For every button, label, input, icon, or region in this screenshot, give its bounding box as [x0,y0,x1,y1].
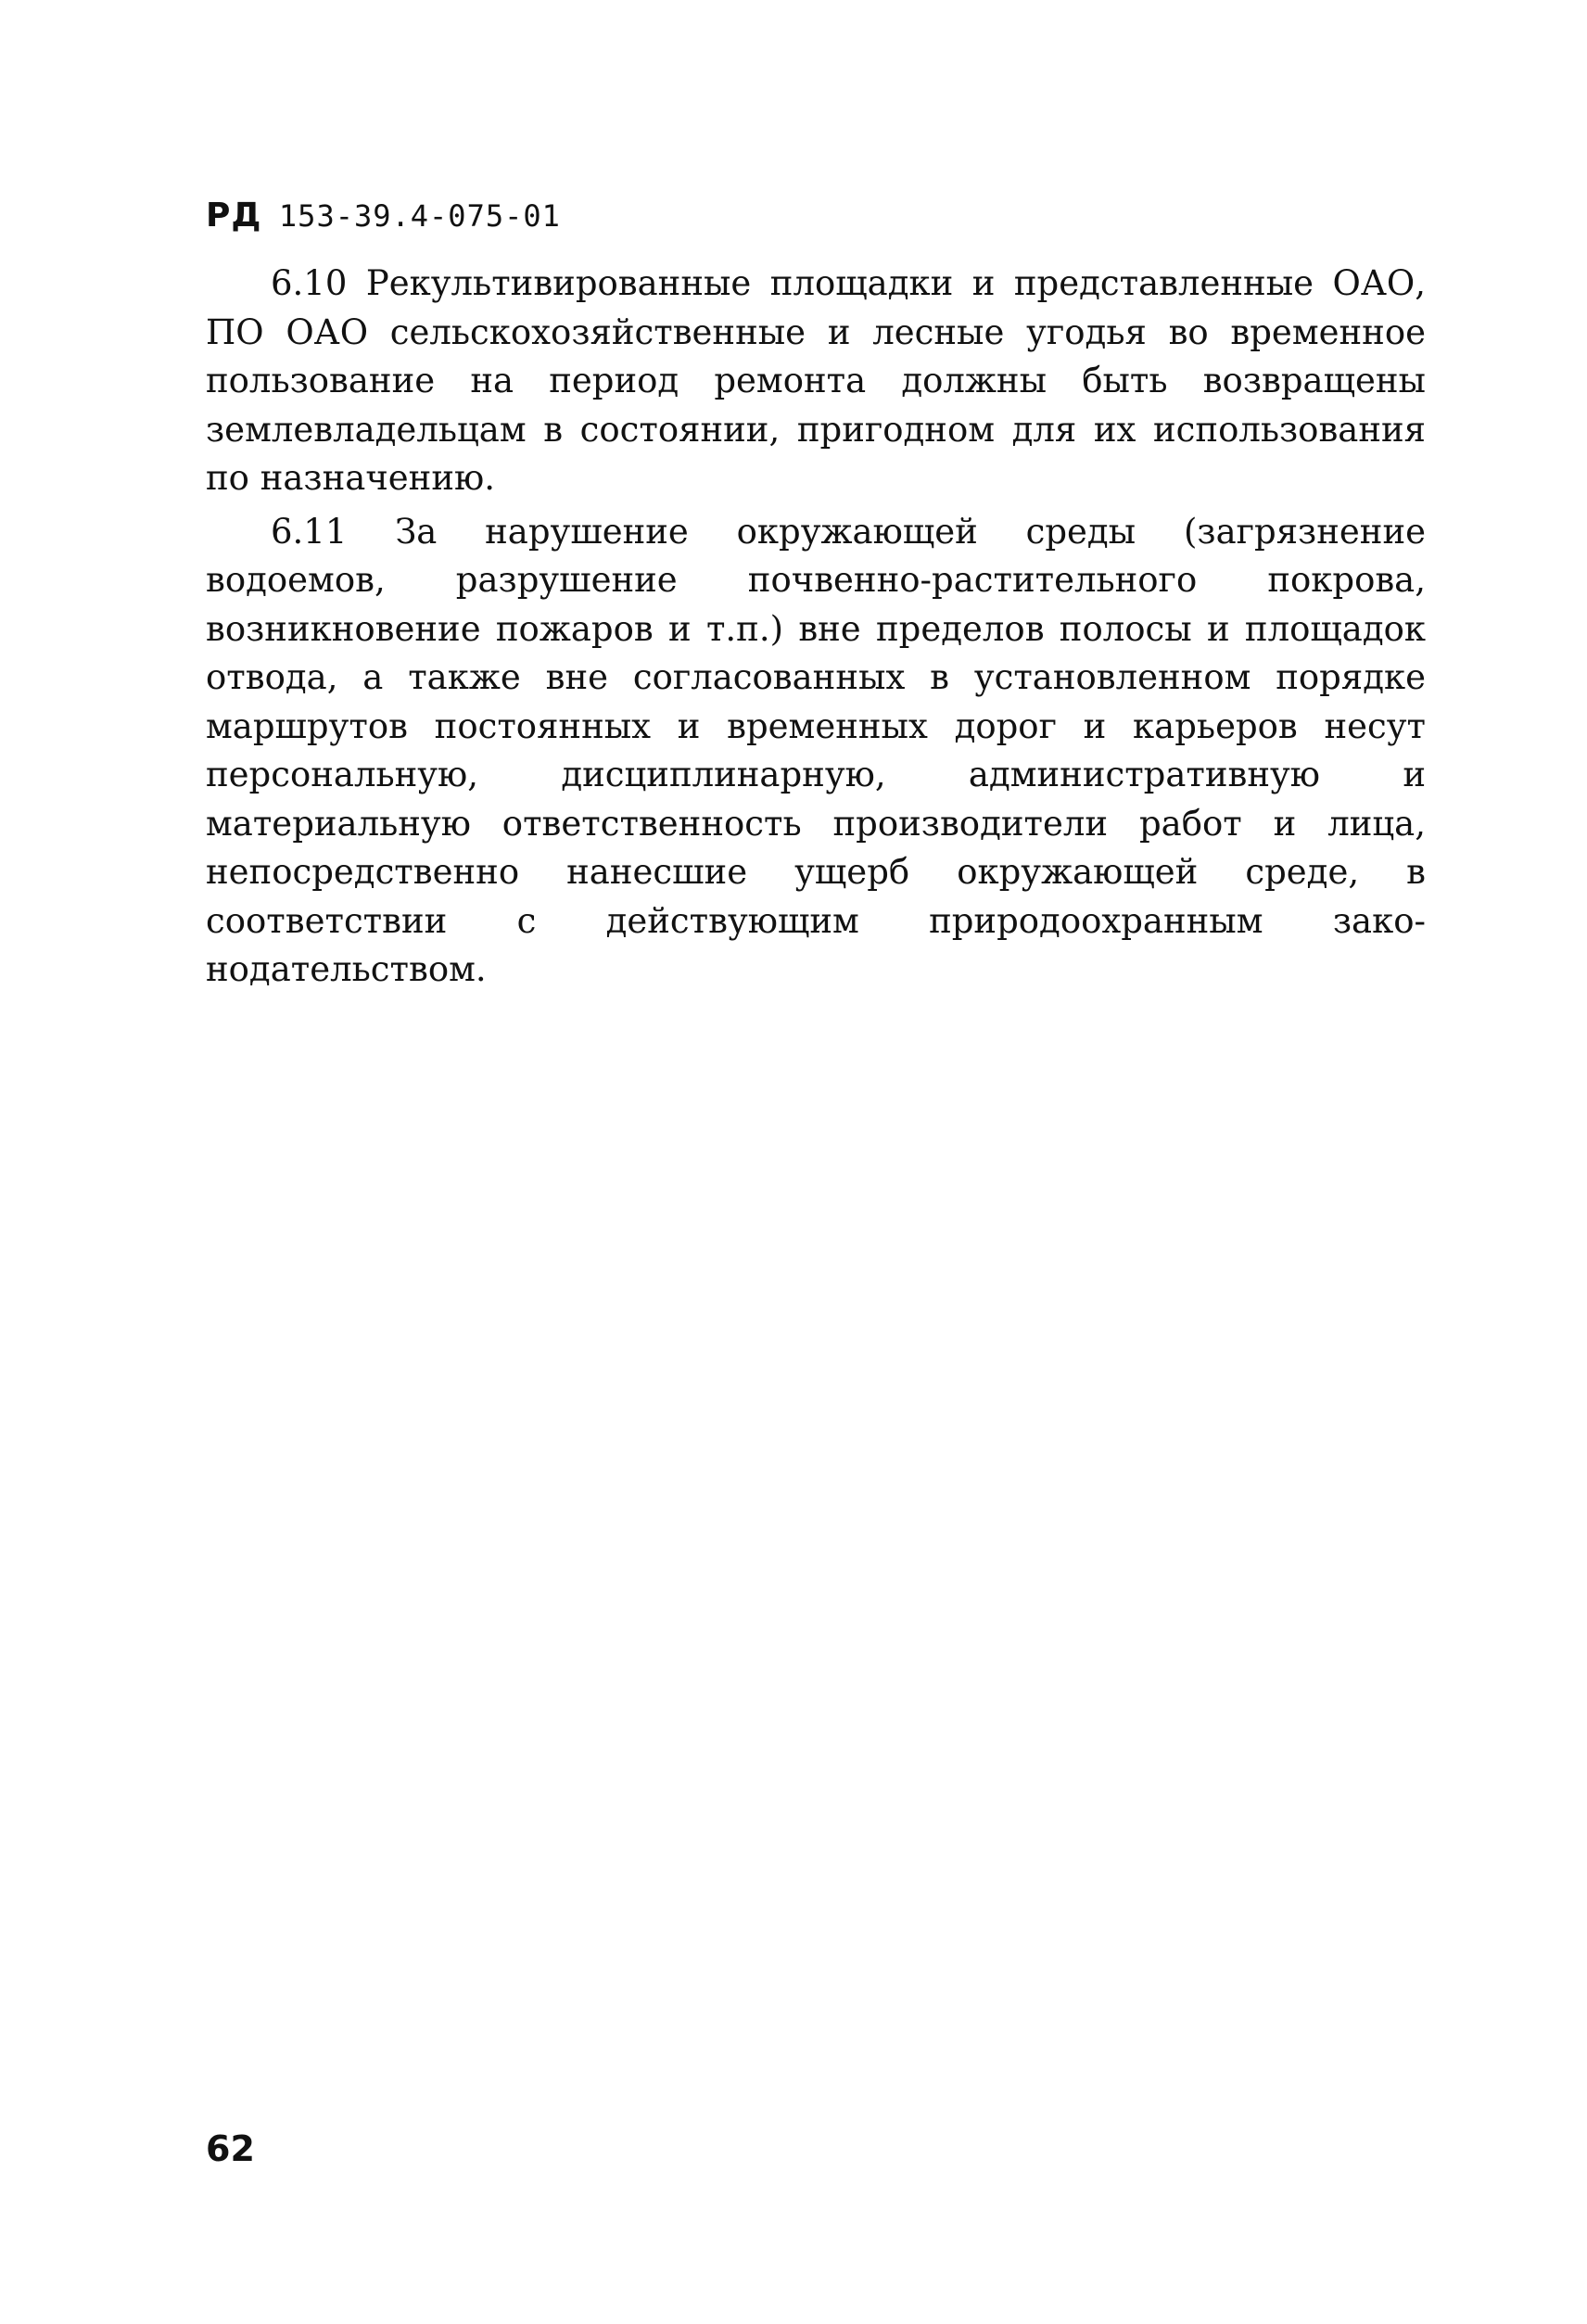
paragraph-6-10: 6.10 Рекультивированные площадки и представленные ОАО, ПО ОАО сельскохозяйственные и лесные угодья во временное пользование на период ремонта должны быть возвращены землевладельцам в состоянии, пригодном для их использования по назначению. [206,263,1426,498]
document-body [206,260,1426,999]
document-type-label: РД [206,197,262,235]
document-code: 153-39.4-075-01 [278,198,561,234]
paragraph-6-11: 6.11 За нарушение окружающей среды (загрязнение водоемов, разрушение почвенно-растительного покрова, возникновение пожаров и т.п.) вне пределов полосы и площадок отвода, а также вне согласованных в установленном порядке маршрутов постоянных и временных дорог и карьеров несут персональную, дисциплинарную, административную и материальную ответственность производители работ и лица, непосредственно нанесшие ущерб окружающей среде, в соответствии с действующим природоохранным законодательством. [206,511,1426,989]
document-header [206,197,561,235]
page-number: 62 [206,2128,255,2169]
